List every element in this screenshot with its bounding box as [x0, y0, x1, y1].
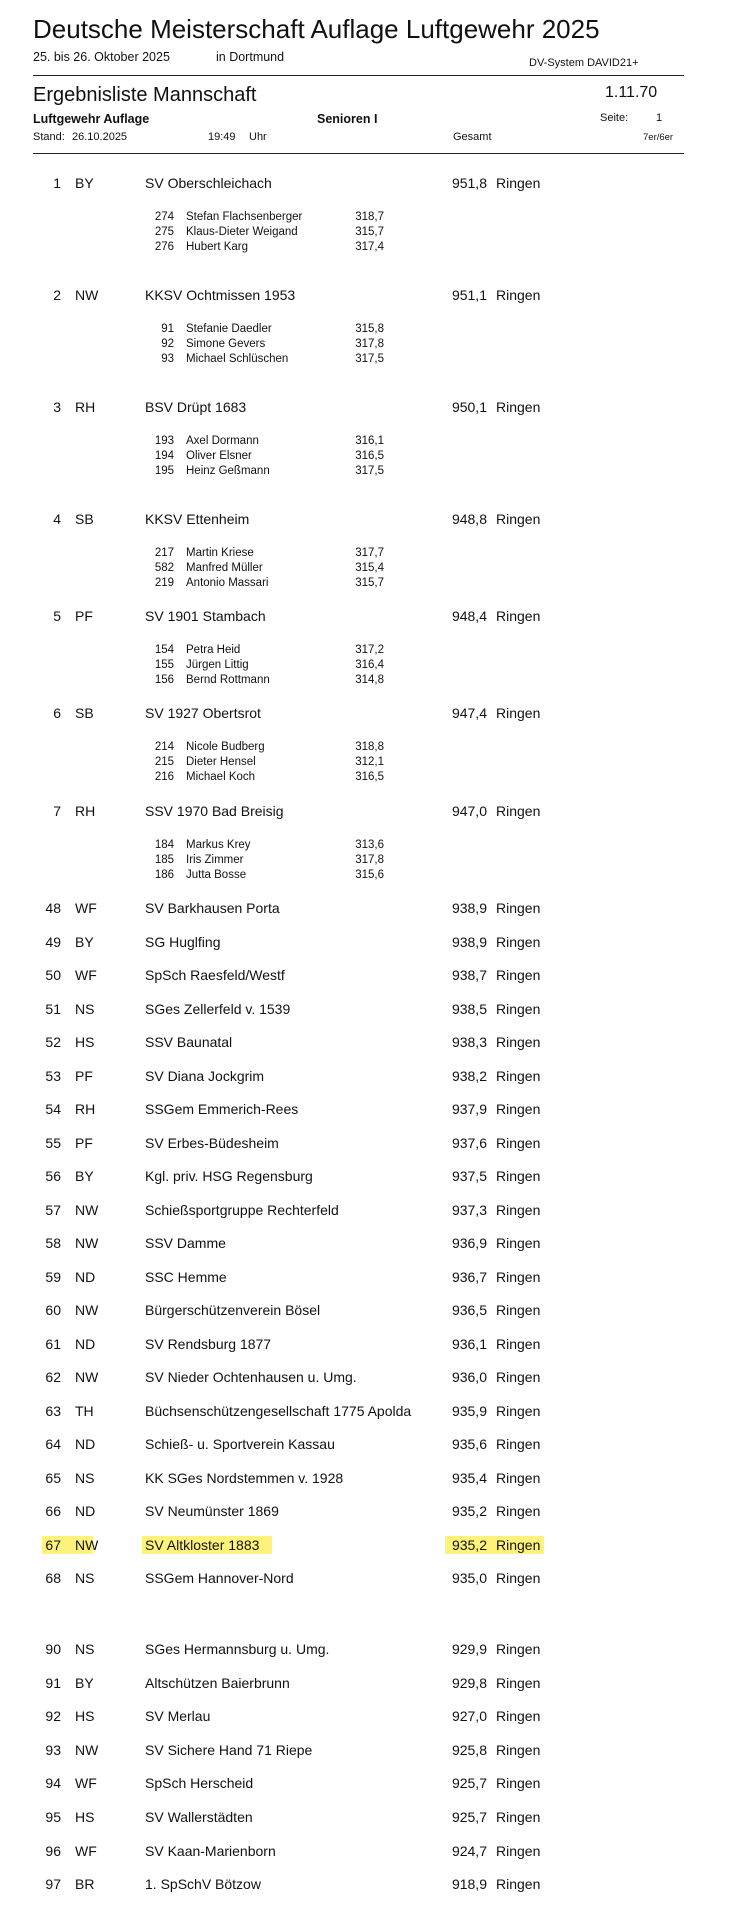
- score-unit: Ringen: [496, 1503, 541, 1519]
- stand-label: Stand:: [33, 131, 65, 143]
- team-state: PF: [75, 1134, 93, 1151]
- team-rank: 59: [45, 1268, 61, 1285]
- score-unit: Ringen: [496, 1674, 541, 1691]
- team-club: Schieß- u. Sportverein Kassau: [145, 1436, 335, 1452]
- list-title: Ergebnisliste Mannschaft: [33, 84, 257, 106]
- document-title: Deutsche Meisterschaft Auflage Luftgewehr 2025: [33, 14, 600, 44]
- team-state: NW: [75, 1741, 99, 1758]
- page-number: 1: [656, 112, 663, 124]
- member-number: 582: [154, 562, 174, 574]
- team-rank: 95: [45, 1809, 61, 1825]
- member-name: Stefan Flachsenberger: [186, 211, 303, 223]
- team-score: 936,0: [451, 1369, 487, 1385]
- team-score: 935,6: [451, 1436, 487, 1452]
- team-club: SV Altkloster 1883: [145, 1536, 260, 1553]
- team-club: SV Nieder Ochtenhausen u. Umg.: [145, 1369, 357, 1385]
- member-number: 275: [154, 226, 174, 238]
- member-number: 276: [154, 241, 174, 253]
- score-unit: Ringen: [496, 1708, 541, 1725]
- team-score: 929,8: [451, 1674, 487, 1691]
- member-name: Bernd Rottmann: [186, 674, 270, 686]
- team-score: 918,9: [451, 1876, 487, 1893]
- score-unit: Ringen: [496, 1570, 541, 1586]
- member-score: 317,5: [355, 465, 384, 477]
- team-club: SV Neumünster 1869: [145, 1503, 279, 1519]
- team-state: NS: [75, 1000, 95, 1017]
- team-rank: 67: [45, 1536, 61, 1553]
- score-unit: Ringen: [496, 1436, 541, 1452]
- member-number: 91: [161, 323, 174, 335]
- team-rank: 96: [45, 1842, 61, 1859]
- team-state: PF: [75, 608, 93, 624]
- team-club: Bürgerschützenverein Bösel: [145, 1302, 321, 1318]
- member-score: 317,5: [355, 353, 384, 365]
- score-unit: Ringen: [496, 1201, 541, 1218]
- team-score: 947,0: [451, 803, 487, 819]
- team-score: 950,1: [451, 399, 487, 415]
- team-score: 948,4: [451, 608, 487, 624]
- member-number: 214: [154, 741, 174, 753]
- team-rank: 3: [53, 399, 61, 415]
- team-club: SV 1901 Stambach: [145, 608, 266, 624]
- team-score: 935,0: [451, 1570, 487, 1586]
- team-rank: 5: [53, 608, 61, 624]
- team-rank: 48: [45, 900, 61, 916]
- team-club: SV Oberschleichach: [145, 175, 272, 191]
- score-unit: Ringen: [496, 1235, 541, 1251]
- member-number: 184: [154, 839, 174, 851]
- team-score: 937,9: [451, 1101, 487, 1117]
- team-state: NW: [75, 1235, 99, 1251]
- team-rank: 6: [53, 705, 61, 721]
- member-name: Michael Schlüschen: [186, 353, 289, 365]
- score-unit: Ringen: [496, 1335, 541, 1352]
- team-score: 937,3: [451, 1201, 487, 1218]
- event-dates: 25. bis 26. Oktober 2025: [33, 50, 170, 64]
- team-rank: 61: [45, 1335, 61, 1352]
- member-name: Simone Gevers: [186, 338, 266, 350]
- member-name: Antonio Massari: [186, 577, 269, 589]
- score-unit: Ringen: [496, 803, 541, 819]
- team-club: SV Barkhausen Porta: [145, 900, 280, 916]
- team-format: 7er/6er: [643, 132, 674, 143]
- team-score: 936,1: [451, 1335, 487, 1352]
- score-unit: Ringen: [496, 1034, 541, 1050]
- team-club: SV Diana Jockgrim: [145, 1067, 265, 1084]
- team-rank: 54: [45, 1101, 61, 1117]
- team-rank: 4: [53, 511, 61, 527]
- team-score: 938,5: [451, 1000, 487, 1017]
- team-state: WF: [75, 1775, 97, 1792]
- member-name: Heinz Geßmann: [186, 465, 270, 477]
- team-score: 938,9: [451, 900, 487, 916]
- team-club: SG Huglfing: [145, 933, 221, 950]
- team-score: 925,7: [451, 1775, 487, 1792]
- member-number: 216: [154, 771, 174, 783]
- member-score: 317,2: [355, 644, 384, 656]
- team-state: NW: [75, 1201, 99, 1218]
- team-rank: 94: [45, 1775, 61, 1792]
- member-score: 317,8: [355, 854, 384, 866]
- team-rank: 97: [45, 1876, 61, 1893]
- score-unit: Ringen: [496, 1302, 541, 1318]
- member-score: 315,8: [355, 323, 384, 335]
- team-rank: 57: [45, 1201, 61, 1218]
- team-state: SB: [75, 511, 94, 527]
- team-club: BSV Drüpt 1683: [145, 399, 247, 415]
- score-unit: Ringen: [496, 967, 541, 983]
- score-unit: Ringen: [496, 1268, 541, 1285]
- team-club: SSC Hemme: [145, 1268, 227, 1285]
- team-state: PF: [75, 1067, 93, 1084]
- member-score: 316,4: [355, 659, 384, 671]
- member-name: Stefanie Daedler: [186, 323, 272, 335]
- score-unit: Ringen: [496, 933, 541, 950]
- team-club: SpSch Herscheid: [145, 1775, 254, 1792]
- team-state: ND: [75, 1503, 96, 1519]
- score-unit: Ringen: [496, 1741, 541, 1758]
- team-club: SV Rendsburg 1877: [145, 1335, 272, 1352]
- member-number: 193: [154, 435, 174, 447]
- team-rank: 7: [53, 803, 61, 819]
- score-unit: Ringen: [496, 1369, 541, 1385]
- member-number: 195: [154, 465, 174, 477]
- team-state: NS: [75, 1641, 95, 1657]
- member-name: Iris Zimmer: [186, 854, 244, 866]
- score-unit: Ringen: [496, 1641, 541, 1657]
- subheader-divider: [33, 153, 684, 154]
- member-score: 315,6: [355, 869, 384, 881]
- system-label: DV-System DAVID21+: [529, 57, 639, 69]
- team-club: SSV 1970 Bad Breisig: [145, 803, 284, 819]
- score-unit: Ringen: [496, 399, 541, 415]
- member-name: Jürgen Littig: [186, 659, 249, 671]
- team-state: RH: [75, 399, 96, 415]
- member-name: Markus Krey: [186, 839, 251, 851]
- member-score: 318,7: [355, 211, 384, 223]
- team-score: 935,4: [451, 1469, 487, 1486]
- page-label: Seite:: [600, 112, 629, 124]
- team-score: 951,1: [451, 287, 487, 303]
- member-number: 154: [154, 644, 174, 656]
- team-state: HS: [75, 1809, 95, 1825]
- team-club: KKSV Ettenheim: [145, 511, 250, 527]
- score-unit: Ringen: [496, 1000, 541, 1017]
- team-state: HS: [75, 1034, 95, 1050]
- team-rank: 56: [45, 1168, 61, 1184]
- header-divider: [33, 75, 684, 76]
- team-club: SV Merlau: [145, 1708, 211, 1725]
- version-label: 1.11.70: [605, 84, 658, 101]
- class-label: Senioren I: [317, 112, 378, 126]
- team-state: ND: [75, 1335, 96, 1352]
- member-score: 316,5: [355, 450, 384, 462]
- team-club: SGes Zellerfeld v. 1539: [145, 1000, 291, 1017]
- team-state: NS: [75, 1570, 95, 1586]
- member-name: Klaus-Dieter Weigand: [186, 226, 298, 238]
- member-number: 93: [161, 353, 174, 365]
- member-name: Jutta Bosse: [186, 869, 247, 881]
- score-unit: Ringen: [496, 287, 541, 303]
- team-club: SV 1927 Obertsrot: [145, 705, 261, 721]
- team-rank: 58: [45, 1235, 61, 1251]
- score-unit: Ringen: [496, 1067, 541, 1084]
- team-rank: 2: [53, 287, 61, 303]
- team-score: 935,2: [451, 1503, 487, 1519]
- member-number: 219: [154, 577, 174, 589]
- team-club: Schießsportgruppe Rechterfeld: [145, 1201, 339, 1218]
- member-number: 186: [154, 869, 174, 881]
- team-score: 935,2: [451, 1536, 487, 1553]
- score-unit: Ringen: [496, 1168, 541, 1184]
- member-name: Martin Kriese: [186, 547, 254, 559]
- member-score: 315,4: [355, 562, 384, 574]
- member-name: Axel Dormann: [186, 435, 259, 447]
- member-score: 317,7: [355, 547, 384, 559]
- team-rank: 93: [45, 1741, 61, 1758]
- team-score: 938,3: [451, 1034, 487, 1050]
- score-unit: Ringen: [496, 511, 541, 527]
- team-score: 938,9: [451, 933, 487, 950]
- score-unit: Ringen: [496, 1876, 541, 1893]
- team-club: Altschützen Baierbrunn: [145, 1674, 290, 1691]
- member-name: Michael Koch: [186, 771, 256, 783]
- team-state: HS: [75, 1708, 95, 1725]
- team-club: SSV Damme: [145, 1235, 226, 1251]
- team-score: 935,9: [451, 1402, 487, 1419]
- score-unit: Ringen: [496, 1469, 541, 1486]
- team-score: 937,5: [451, 1168, 487, 1184]
- member-score: 317,4: [355, 241, 384, 253]
- team-rank: 90: [45, 1641, 61, 1657]
- team-club: KKSV Ochtmissen 1953: [145, 287, 296, 303]
- team-state: BR: [75, 1876, 95, 1893]
- team-state: BY: [75, 933, 94, 950]
- team-score: 937,6: [451, 1134, 487, 1151]
- team-rank: 1: [53, 175, 61, 191]
- team-state: BY: [75, 1674, 94, 1691]
- member-number: 194: [154, 450, 174, 462]
- stand-date: 26.10.2025: [72, 131, 128, 143]
- member-score: 313,6: [355, 839, 384, 851]
- team-club: SV Kaan-Marienborn: [145, 1842, 276, 1859]
- team-score: 925,8: [451, 1741, 487, 1758]
- team-club: SSGem Emmerich-Rees: [145, 1101, 299, 1117]
- member-number: 217: [154, 547, 174, 559]
- team-state: SB: [75, 705, 94, 721]
- team-club: SSGem Hannover-Nord: [145, 1570, 294, 1586]
- team-club: Kgl. priv. HSG Regensburg: [145, 1168, 313, 1184]
- team-state: WF: [75, 900, 97, 916]
- member-score: 316,1: [355, 435, 384, 447]
- team-state: NW: [75, 1302, 99, 1318]
- member-number: 92: [161, 338, 174, 350]
- team-score: 929,9: [451, 1641, 487, 1657]
- member-name: Manfred Müller: [186, 562, 263, 574]
- team-rank: 64: [45, 1436, 61, 1452]
- team-score: 947,4: [451, 705, 487, 721]
- member-score: 315,7: [355, 226, 384, 238]
- score-unit: Ringen: [496, 1842, 541, 1859]
- team-club: SpSch Raesfeld/Westf: [145, 967, 285, 983]
- member-score: 314,8: [355, 674, 384, 686]
- member-number: 185: [154, 854, 174, 866]
- team-state: WF: [75, 1842, 97, 1859]
- team-score: 925,7: [451, 1809, 487, 1825]
- team-rank: 51: [45, 1000, 61, 1017]
- team-state: WF: [75, 967, 97, 983]
- team-club: SV Erbes-Büdesheim: [145, 1134, 279, 1151]
- member-name: Hubert Karg: [186, 241, 249, 253]
- stand-time: 19:49: [208, 131, 236, 143]
- team-club: 1. SpSchV Bötzow: [145, 1876, 261, 1893]
- team-score: 924,7: [451, 1842, 487, 1859]
- team-state: NW: [75, 1536, 99, 1553]
- score-unit: Ringen: [496, 900, 541, 916]
- team-club: SSV Baunatal: [145, 1034, 233, 1050]
- team-rank: 91: [45, 1674, 61, 1691]
- member-score: 318,8: [355, 741, 384, 753]
- member-name: Nicole Budberg: [186, 741, 265, 753]
- member-number: 215: [154, 756, 174, 768]
- team-state: NS: [75, 1469, 95, 1486]
- team-rank: 66: [45, 1503, 61, 1519]
- team-rank: 55: [45, 1134, 61, 1151]
- team-club: Büchsenschützengesellschaft 1775 Apolda: [145, 1402, 412, 1419]
- team-score: 938,7: [451, 967, 487, 983]
- score-unit: Ringen: [496, 705, 541, 721]
- team-state: TH: [75, 1402, 94, 1419]
- team-rank: 68: [45, 1570, 61, 1586]
- score-unit: Ringen: [496, 1775, 541, 1792]
- member-score: 312,1: [355, 756, 384, 768]
- score-unit: Ringen: [496, 608, 541, 624]
- team-state: RH: [75, 803, 96, 819]
- member-score: 315,7: [355, 577, 384, 589]
- team-score: 936,5: [451, 1302, 487, 1318]
- team-state: BY: [75, 1168, 94, 1184]
- member-score: 317,8: [355, 338, 384, 350]
- team-rank: 65: [45, 1469, 61, 1486]
- team-state: NW: [75, 287, 99, 303]
- score-unit: Ringen: [496, 175, 541, 191]
- team-rank: 49: [45, 933, 61, 950]
- team-club: SGes Hermannsburg u. Umg.: [145, 1641, 330, 1657]
- score-unit: Ringen: [496, 1809, 541, 1825]
- team-rank: 63: [45, 1402, 61, 1419]
- member-name: Oliver Elsner: [186, 450, 252, 462]
- score-unit: Ringen: [496, 1134, 541, 1151]
- team-rank: 92: [45, 1708, 61, 1725]
- team-rank: 62: [45, 1369, 61, 1385]
- member-name: Petra Heid: [186, 644, 241, 656]
- member-name: Dieter Hensel: [186, 756, 256, 768]
- team-score: 951,8: [451, 175, 487, 191]
- team-rank: 53: [45, 1067, 61, 1084]
- team-rank: 52: [45, 1034, 61, 1050]
- member-score: 316,5: [355, 771, 384, 783]
- team-score: 936,7: [451, 1268, 487, 1285]
- team-score: 927,0: [451, 1708, 487, 1725]
- total-label: Gesamt: [453, 131, 492, 143]
- time-unit: Uhr: [249, 131, 267, 143]
- team-score: 948,8: [451, 511, 487, 527]
- member-number: 155: [154, 659, 174, 671]
- score-unit: Ringen: [496, 1536, 541, 1553]
- score-unit: Ringen: [496, 1402, 541, 1419]
- event-location: in Dortmund: [216, 50, 285, 64]
- team-club: KK SGes Nordstemmen v. 1928: [145, 1469, 344, 1486]
- team-rank: 50: [45, 967, 61, 983]
- team-state: NW: [75, 1369, 99, 1385]
- score-unit: Ringen: [496, 1101, 541, 1117]
- team-state: ND: [75, 1436, 96, 1452]
- team-rank: 60: [45, 1302, 61, 1318]
- team-score: 938,2: [451, 1067, 487, 1084]
- team-state: ND: [75, 1268, 96, 1285]
- team-score: 936,9: [451, 1235, 487, 1251]
- discipline-label: Luftgewehr Auflage: [33, 112, 150, 126]
- member-number: 274: [154, 211, 174, 223]
- team-club: SV Wallerstädten: [145, 1809, 253, 1825]
- team-state: RH: [75, 1101, 96, 1117]
- team-state: BY: [75, 175, 94, 191]
- member-number: 156: [154, 674, 174, 686]
- team-club: SV Sichere Hand 71 Riepe: [145, 1741, 313, 1758]
